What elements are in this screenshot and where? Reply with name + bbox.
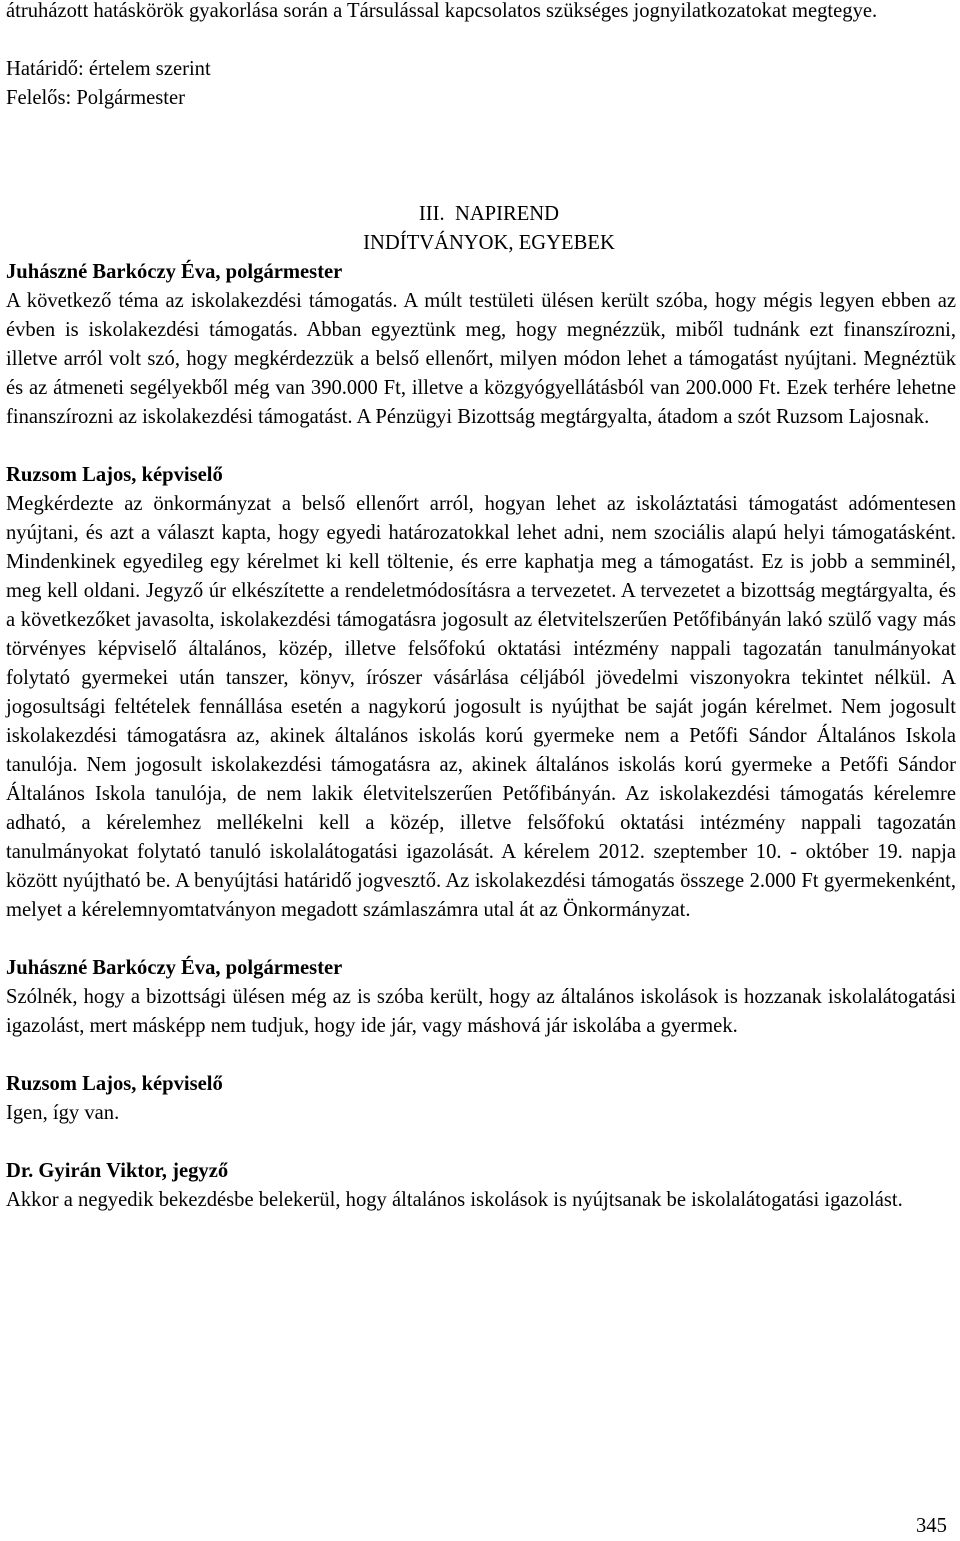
deadline-line: Határidő: értelem szerint — [6, 58, 211, 80]
page-number: 345 — [916, 1515, 947, 1537]
responsible-line: Felelős: Polgármester — [6, 87, 186, 109]
speech-text: Igen, így van. — [6, 1102, 120, 1124]
entry-4 — [6, 1070, 956, 1128]
entry-5 — [6, 1157, 956, 1215]
agenda-title: INDÍTVÁNYOK, EGYEBEK — [363, 232, 615, 254]
speaker-name: Dr. Gyirán Viktor, jegyző — [6, 1160, 229, 1182]
speech-text: Szólnék, hogy a bizottsági ülésen még az is szóba került, hogy az általános iskolások is hozzanak iskolalátogatási igazolást, mert másképp nem tudjuk, hogy ide jár, vagy máshová jár iskolába a gyermek. — [6, 986, 956, 1037]
agenda-number: III. NAPIREND — [418, 203, 560, 225]
speech-text: Akkor a negyedik bekezdésbe belekerül, hogy általános iskolások is nyújtsanak be iskolalátogatási igazolást. — [6, 1189, 903, 1211]
document-page — [6, 0, 956, 1215]
agenda-heading — [6, 200, 956, 258]
speaker-name: Ruzsom Lajos, képviselő — [6, 464, 223, 486]
speaker-name: Juhászné Barkóczy Éva, polgármester — [6, 957, 343, 979]
intro-paragraph: átruházott hatáskörök gyakorlása során a Társulással kapcsolatos szükséges jognyilatkozatokat megtegye. — [6, 0, 878, 22]
resolution-block — [6, 55, 956, 113]
entry-1 — [6, 258, 956, 432]
speaker-name: Ruzsom Lajos, képviselő — [6, 1073, 223, 1095]
speech-text: A következő téma az iskolakezdési támogatás. A múlt testületi ülésen került szóba, hogy mégis legyen ebben az évben is iskolakezdési támogatás. Abban egyeztünk meg, hogy megnézzük, miből tudnánk ezt finanszírozni, illetve arról volt szó, hogy megkérdezzük a belső ellenőrt, milyen módon lehet a támogatást nyújtani. Megnéztük és az átmeneti segélyekből még van 390.000 Ft, illetve a közgyógyellátásból van 200.000 Ft. Ezek terhére lehetne finanszírozni az iskolakezdési támogatást. A Pénzügyi Bizottság megtárgyalta, átadom a szót Ruzsom Lajosnak. — [6, 290, 956, 428]
entry-3 — [6, 954, 956, 1041]
speech-text: Megkérdezte az önkormányzat a belső ellenőrt arról, hogyan lehet az iskoláztatási támogatást adómentesen nyújtani, és azt a választ kapta, hogy egyedi határozatokkal lehet adni, nem szociális alapú helyi támogatásként. Mindenkinek egyedileg egy kérelmet ki kell töltenie, és erre kaphatja meg a támogatást. Ez is jobb a semminél, meg kell oldani. Jegyző úr elkészítette a rendeletmódosításra a tervezetet. A tervezetet a bizottság megtárgyalta, és a következőket javasolta, iskolakezdési támogatásra jogosult az életvitelszerűen Petőfibányán lakó szülő vagy más törvényes képviselő általános, közép, illetve felsőfokú oktatási intézmény nappali tagozatán tanulmányokat folytató gyermekei után tanszer, könyv, írószer vásárlása céljából jövedelmi viszonyokra tekintet nélkül. A jogosultsági feltételek fennállása esetén a nagykorú jogosult is nyújthat be saját jogán kérelmet. Nem jogosult iskolakezdési támogatásra az, akinek általános iskolás korú gyermeke nem a Petőfi Sándor Általános Iskola tanulója. Nem jogosult iskolakezdési támogatásra az, akinek általános iskolás korú gyermeke a Petőfi Sándor Általános Iskola tanulója, de nem lakik életvitelszerűen Petőfibányán. Az iskolakezdési támogatás kérelemre adható, a kérelemhez mellékelni kell a közép, illetve felsőfokú oktatási intézmény nappali tagozatán tanulmányokat folytató tanuló iskolalátogatási igazolását. A kérelem 2012. szeptember 10. - október 19. napja között nyújtható be. A benyújtási határidő jogvesztő. Az iskolakezdési támogatás összege 2.000 Ft gyermekenként, melyet a kérelemnyomtatványon megadott számlaszámra utal át az Önkormányzat. — [6, 493, 956, 921]
speaker-name: Juhászné Barkóczy Éva, polgármester — [6, 261, 343, 283]
entry-2 — [6, 461, 956, 925]
